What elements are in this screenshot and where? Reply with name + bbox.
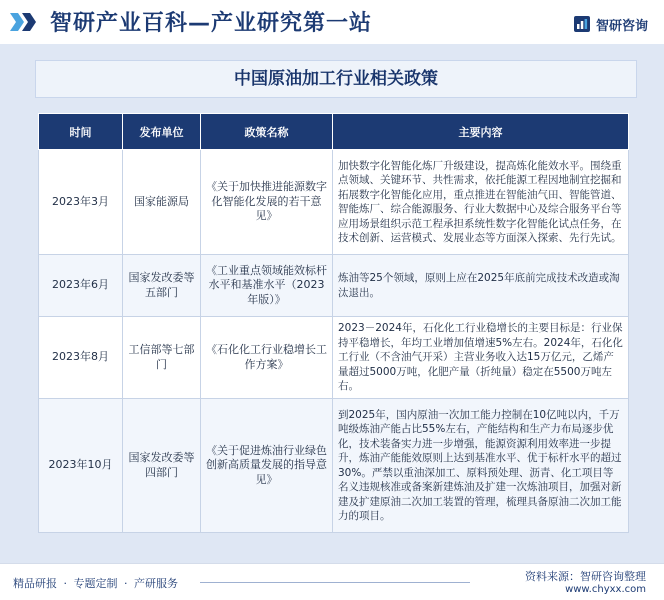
column-header-issuer: 发布单位 — [123, 114, 201, 150]
row-content: 加快数字化智能化炼厂升级建设，提高炼化能效水平。围绕重点领域、关键环节、共性需求，依托能源工程因地制宜挖掘和拓展数字化智能化应用，重点推进在智能油气田、智能管道、智能炼厂、综合能源服务、行业大数据中心及综合服务平台等应用场景组织示范工程承担系统性数字化智能化试点任务，在技术创新、运营模式、发展业态等方面深入探索、先行先试。 — [333, 150, 629, 255]
footer-links — [13, 575, 178, 591]
row-time: 2023年6月 — [39, 255, 123, 317]
column-header-time: 时间 — [39, 114, 123, 150]
table-row — [39, 399, 629, 533]
row-time: 2023年10月 — [39, 399, 123, 533]
document-title: 中国原油加工行业相关政策 — [35, 60, 637, 98]
footer-link-services[interactable]: 产研服务 — [134, 577, 178, 590]
brand[interactable] — [573, 14, 648, 34]
data-source: 资料来源：智研咨询整理 — [525, 570, 646, 583]
website-link[interactable]: www.chyxx.com — [565, 584, 646, 595]
row-policy: 《石化化工行业稳增长工作方案》 — [201, 317, 333, 399]
row-time: 2023年8月 — [39, 317, 123, 399]
row-issuer: 国家发改委等四部门 — [123, 399, 201, 533]
column-header-content: 主要内容 — [333, 114, 629, 150]
row-content: 到2025年，国内原油一次加工能力控制在10亿吨以内，千万吨级炼油产能占比55%左右，产能结构和生产力布局逐步优化，技术装备实力进一步增强，能源资源利用效率进一步提升，炼油产能能效原则上达到基准水平、优于标杆水平的超过30%。严禁以重油深加工、原料预处理、沥青、化工项目等名义违规核准或备案新建炼油及扩建一次炼油项目，加强对新建及扩建原油二次加工装置的管理，梳理具备原油二次加工能力的项目。 — [333, 399, 629, 533]
table-row — [39, 255, 629, 317]
row-time: 2023年3月 — [39, 150, 123, 255]
row-issuer: 工信部等七部门 — [123, 317, 201, 399]
column-header-policy: 政策名称 — [201, 114, 333, 150]
footer-divider — [200, 582, 470, 583]
brand-logo-icon — [573, 15, 591, 33]
table-header-row — [39, 114, 629, 150]
top-bar — [0, 0, 664, 44]
row-issuer: 国家能源局 — [123, 150, 201, 255]
row-policy: 《关于加快推进能源数字化智能化发展的若干意见》 — [201, 150, 333, 255]
site-title: 智研产业百科—产业研究第一站 — [50, 11, 373, 36]
row-issuer: 国家发改委等五部门 — [123, 255, 201, 317]
footer — [0, 563, 664, 600]
table-row — [39, 317, 629, 399]
footer-separator: · — [63, 577, 67, 590]
brand-name: 智研咨询 — [595, 18, 648, 34]
footer-link-reports[interactable]: 精品研报 — [13, 577, 57, 590]
row-content: 2023－2024年，石化化工行业稳增长的主要目标是：行业保持平稳增长，年均工业增加值增速5%左右。2024年，石化化工行业（不含油气开采）主营业务收入达15万亿元，乙烯产量超过5000万吨，化肥产量（折纯量）稳定在5500万吨左右。 — [333, 317, 629, 399]
footer-separator: · — [124, 577, 128, 590]
table-row — [39, 150, 629, 255]
footer-link-custom[interactable]: 专题定制 — [73, 577, 118, 590]
chevron-decoration-icon — [10, 13, 44, 31]
row-content: 炼油等25个领域，原则上应在2025年底前完成技术改造或淘汰退出。 — [333, 255, 629, 317]
policy-table — [38, 113, 629, 533]
row-policy: 《工业重点领域能效标杆水平和基准水平（2023年版）》 — [201, 255, 333, 317]
row-policy: 《关于促进炼油行业绿色创新高质量发展的指导意见》 — [201, 399, 333, 533]
